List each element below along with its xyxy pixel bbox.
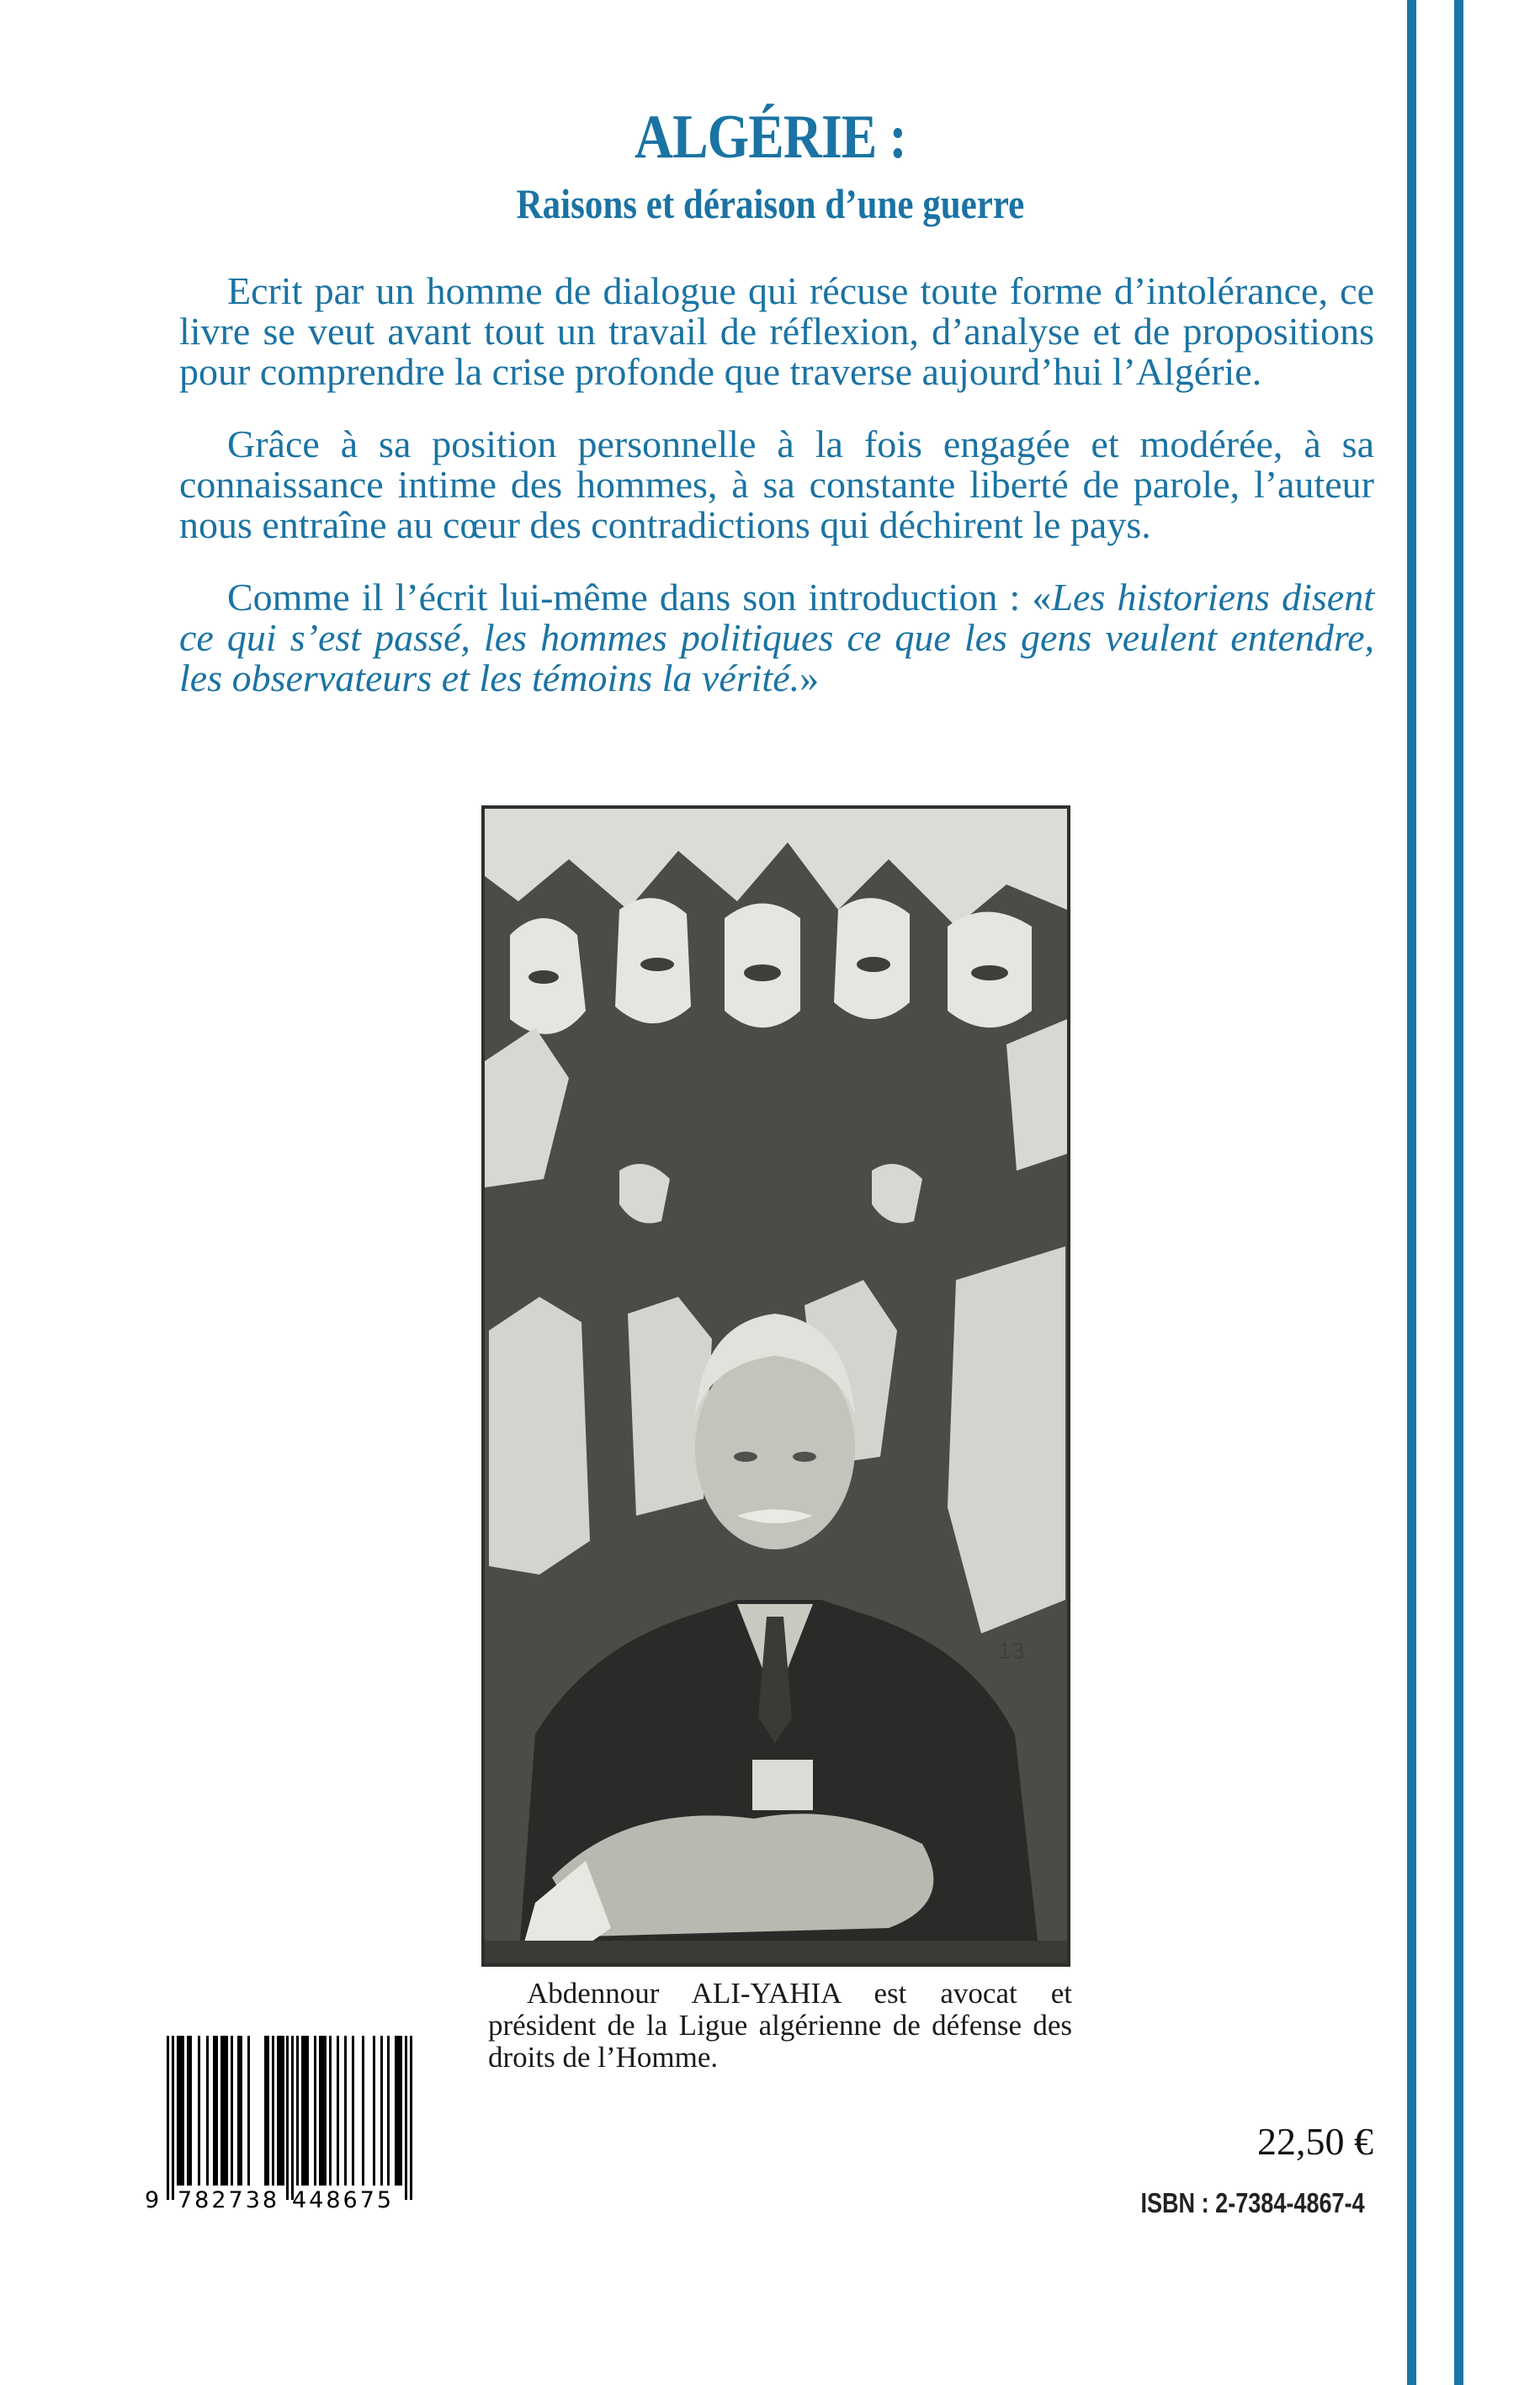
author-photo <box>481 805 1070 1967</box>
blurb-paragraph-1: Ecrit par un homme de dialogue qui récuse toute forme d’intolérance, ce livre se veut avant tout un travail de réflexion, d’analyse et de propositions pour comprendre la crise profonde que traverse aujourd’hui l’Algérie. <box>179 269 1374 393</box>
caption-text: Abdennour ALI-YAHIA est avocat et président de la Ligue algérienne de défense des droits de l’Homme. <box>488 1977 1072 2074</box>
author-caption <box>488 1978 1072 2074</box>
barcode-bars <box>167 2036 419 2200</box>
barcode-left-digits: 782738 <box>178 2187 280 2213</box>
barcode-first-digit: 9 <box>145 2187 162 2213</box>
quote-close: » <box>799 656 820 699</box>
book-title: ALGÉRIE : <box>634 103 906 172</box>
isbn: ISBN : 2-7384-4867-4 <box>1140 2187 1365 2218</box>
spine-stripe-left <box>1407 0 1416 2385</box>
barcode-right-digits: 448675 <box>292 2187 395 2213</box>
blurb <box>179 271 1374 699</box>
author-quote: Les historiens disent ce qui s’est passé, les hommes politiques ce que les gens veulent entendre, les observateurs et les témoins la vérité. <box>179 576 1374 699</box>
mural-number: 13 <box>998 1638 1025 1664</box>
barcode <box>167 2036 419 2200</box>
blurb-paragraph-3 <box>179 577 1374 699</box>
spine-stripe-right <box>1454 0 1463 2385</box>
price: 22,50 € <box>1257 2120 1373 2163</box>
quote-intro: Comme il l’écrit lui-même dans son introduction : « <box>227 576 1052 619</box>
blurb-paragraph-2: Grâce à sa position personnelle à la fois engagée et modérée, à sa connaissance intime des hommes, à sa constante liberté de parole, l’auteur nous entraîne au cœur des contradictions qui déchirent le pays. <box>179 422 1374 546</box>
book-subtitle: Raisons et déraison d’une guerre <box>516 180 1025 227</box>
author-photo-image <box>485 809 1067 1963</box>
